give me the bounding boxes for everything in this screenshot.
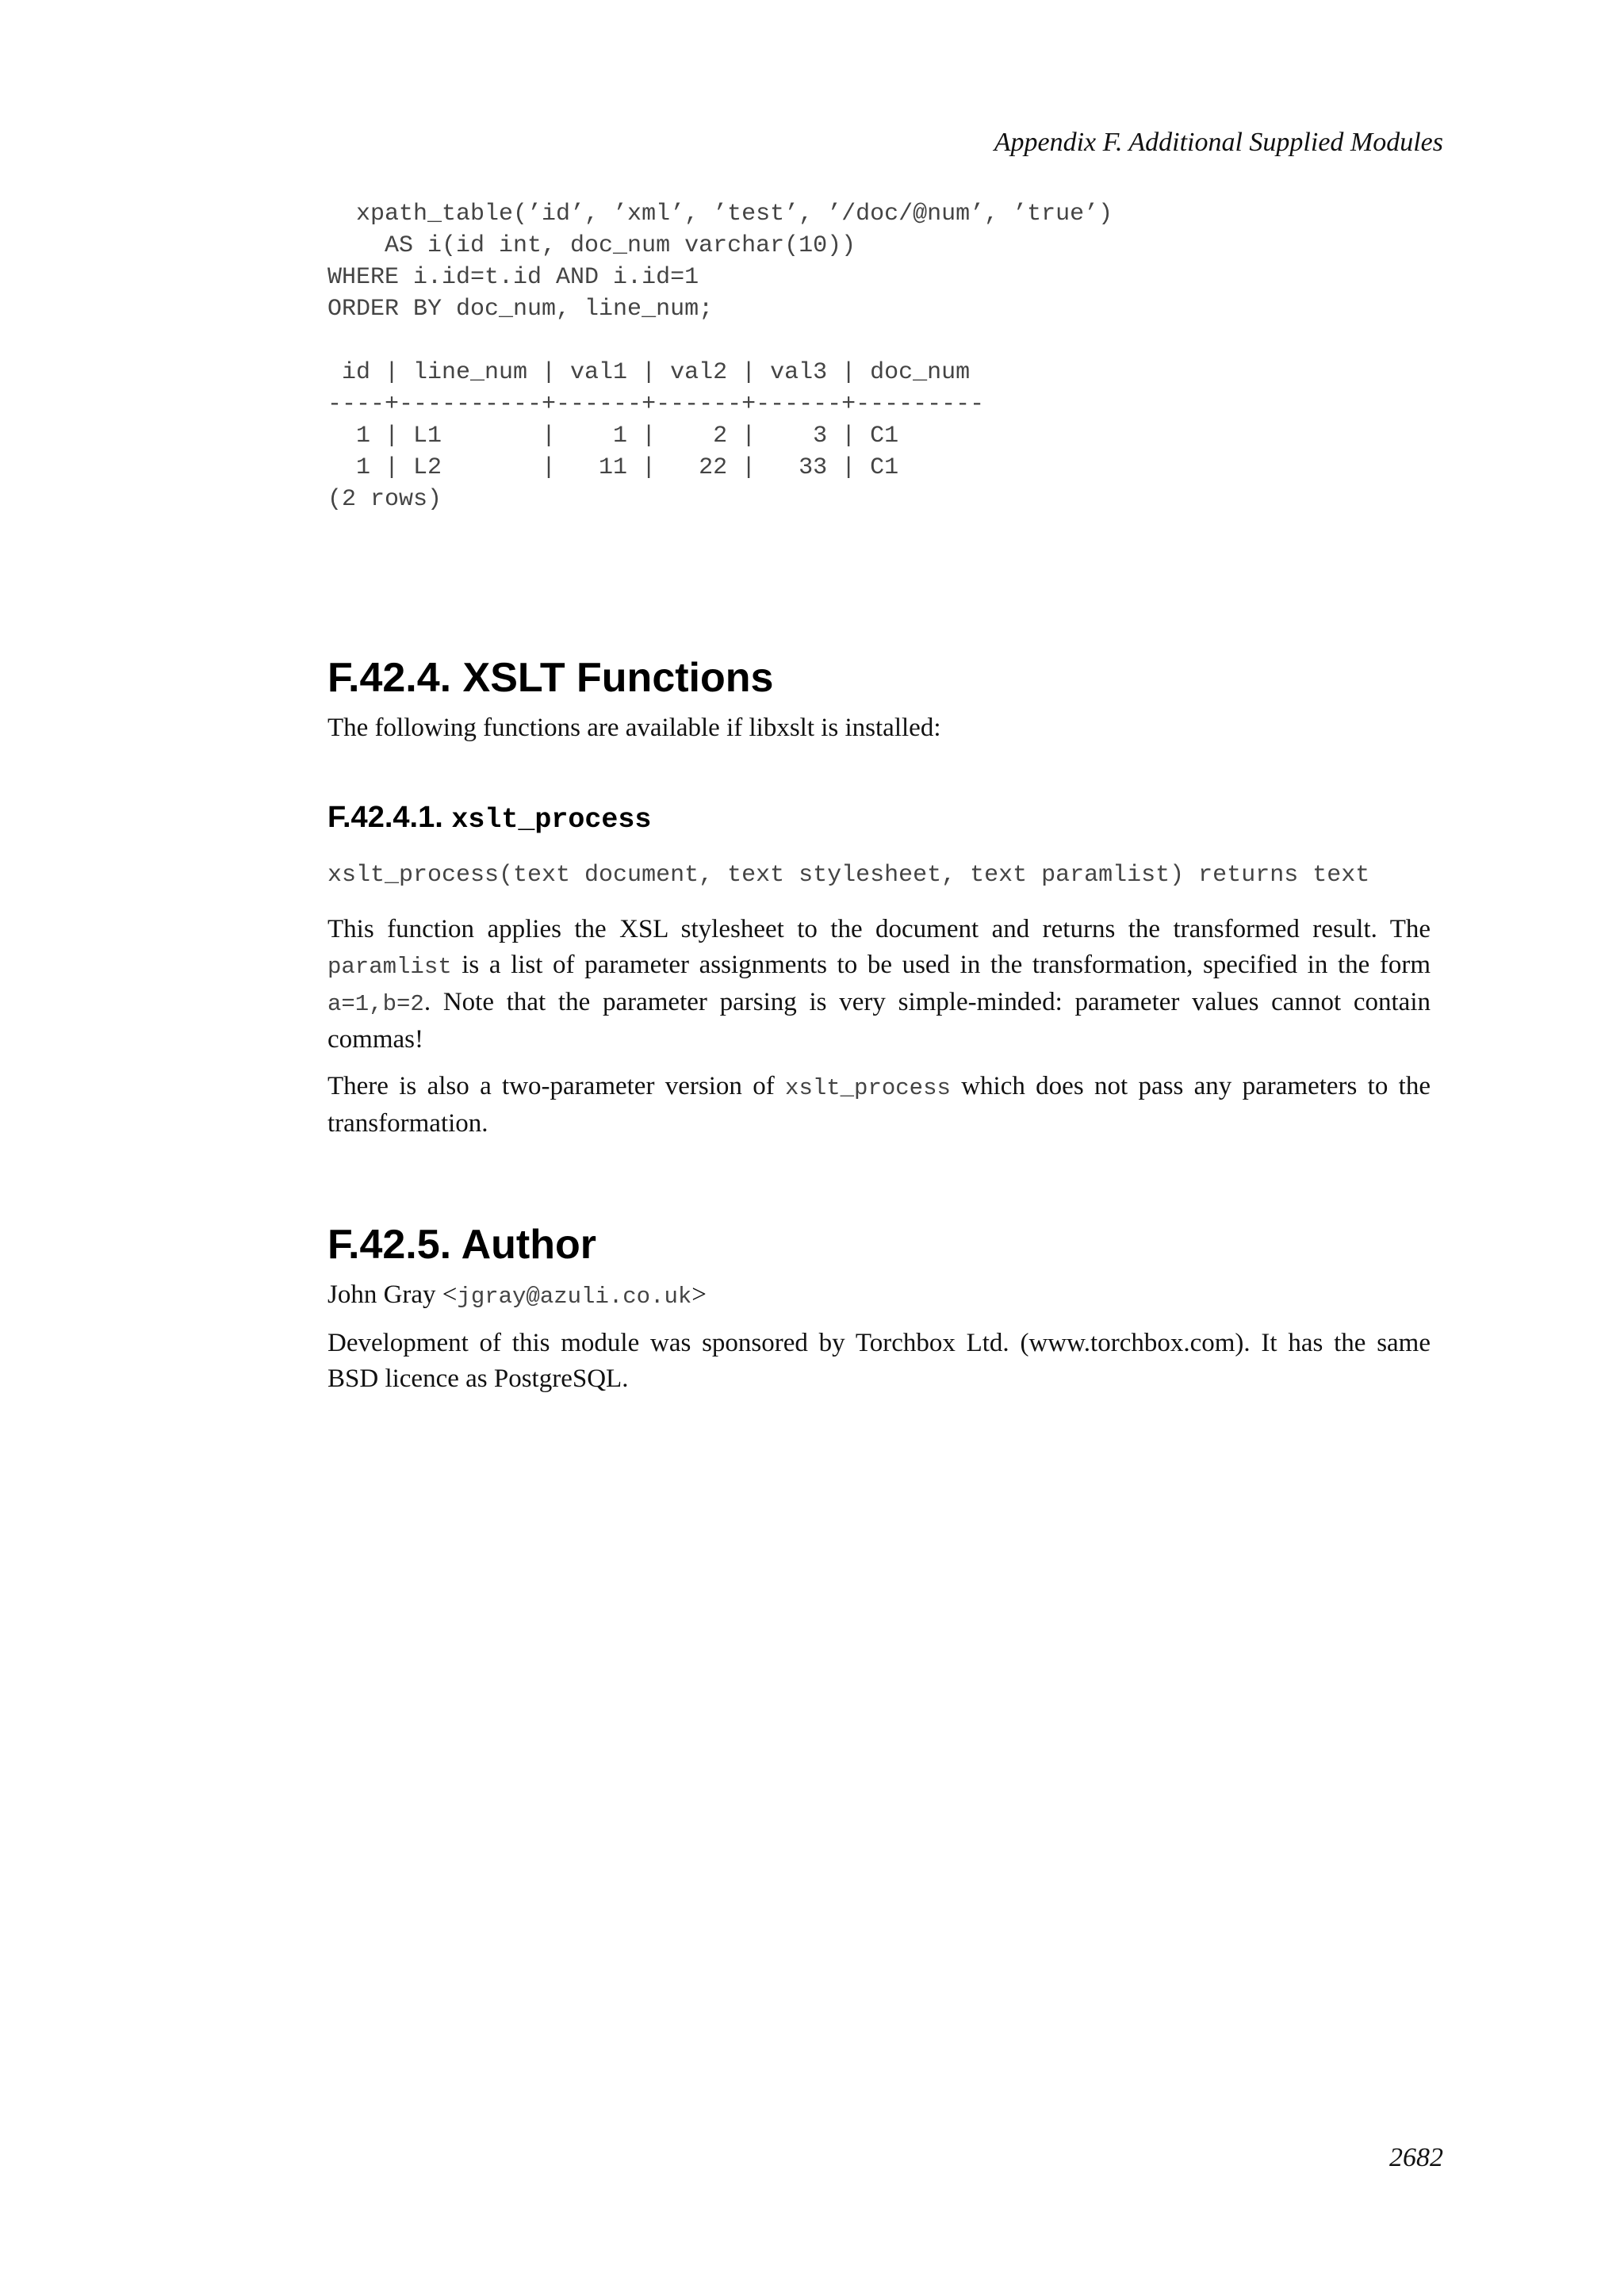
result-row: 1 | L1 | 1 | 2 | 3 | C1 — [327, 423, 899, 450]
description-text: This function applies the XSL stylesheet to the document and returns the transformed result. The — [327, 915, 1431, 943]
description-text: is a list of parameter assignments to be used in the transformation, specified in the form — [451, 951, 1431, 979]
result-separator: ----+----------+------+------+------+--------- — [327, 391, 985, 418]
section-intro: The following functions are available if libxslt is installed: — [327, 714, 941, 742]
author-line — [327, 1277, 1431, 1314]
inline-code-paramlist: paramlist — [327, 954, 452, 980]
section-title-xslt-functions: F.42.4. XSLT Functions — [327, 655, 774, 701]
page-content — [327, 198, 1431, 1397]
note-text: which does not pass any parameters to the transformation. — [327, 1072, 1431, 1138]
query-line: AS i(id int, doc_num varchar(10)) — [327, 232, 856, 259]
code-example — [327, 198, 1431, 515]
sponsor-paragraph: Development of this module was sponsored by Torchbox Ltd. (www.torchbox.com). It has the same BSD licence as PostgreSQL. — [327, 1329, 1431, 1393]
function-description — [327, 912, 1431, 1058]
author-bracket: > — [691, 1280, 707, 1309]
subsection-number: F.42.4.1. — [327, 801, 443, 834]
author-email: jgray@azuli.co.uk — [457, 1284, 692, 1310]
page-number: 2682 — [1389, 2143, 1443, 2172]
note-text: There is also a two-parameter version of — [327, 1072, 786, 1100]
running-header: Appendix F. Additional Supplied Modules — [994, 128, 1443, 157]
subsection-function-name: xslt_process — [451, 804, 652, 836]
description-text: . Note that the parameter parsing is very simple-minded: parameter values cannot contain commas! — [327, 988, 1431, 1054]
inline-code-xslt-process: xslt_process — [785, 1075, 951, 1101]
row-count: (2 rows) — [327, 486, 442, 513]
query-line: WHERE i.id=t.id AND i.id=1 — [327, 264, 699, 291]
inline-code-example-params: a=1,b=2 — [327, 991, 424, 1017]
result-header: id | line_num | val1 | val2 | val3 | doc_num — [327, 359, 971, 386]
author-name: John Gray < — [327, 1280, 458, 1309]
function-synopsis: xslt_process(text document, text stylesheet, text paramlist) returns text — [327, 862, 1370, 889]
two-parameter-note — [327, 1069, 1431, 1142]
query-line: ORDER BY doc_num, line_num; — [327, 296, 714, 323]
result-row: 1 | L2 | 11 | 22 | 33 | C1 — [327, 454, 899, 481]
section-title-author: F.42.5. Author — [327, 1222, 597, 1268]
subsection-title-xslt-process — [327, 798, 1431, 839]
query-line: xpath_table(’id’, ’xml’, ’test’, ’/doc/@num’, ’true’) — [327, 201, 1113, 228]
